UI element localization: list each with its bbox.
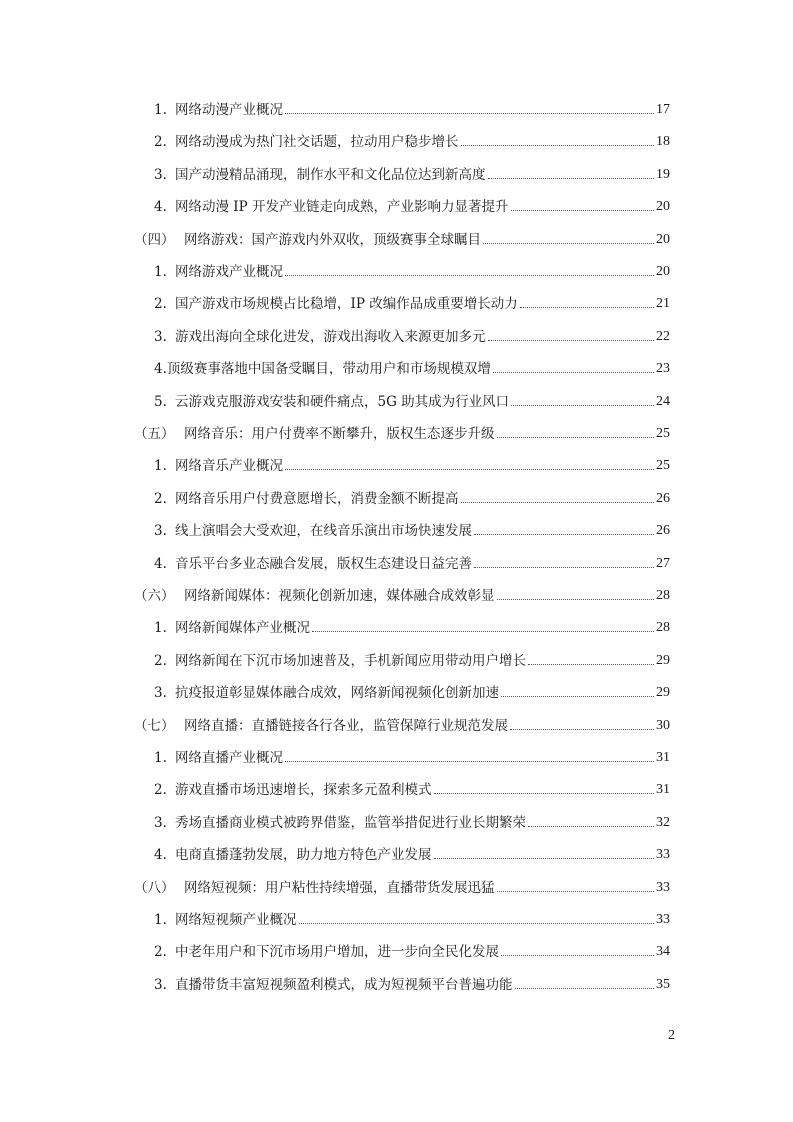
toc-entry-number: 3.	[154, 814, 167, 831]
toc-entry-number: 4.	[154, 199, 167, 216]
toc-entry-page: 22	[656, 328, 670, 344]
toc-entry[interactable]	[154, 972, 670, 994]
toc-entry[interactable]	[154, 777, 670, 799]
toc-entry-title: 网络音乐：用户付费率不断攀升，版权生态逐步升级	[184, 426, 495, 442]
toc-entry-page: 18	[656, 134, 670, 150]
toc-dot-leader	[285, 113, 654, 114]
toc-entry[interactable]	[154, 194, 670, 216]
toc-entry-page: 32	[656, 814, 670, 830]
toc-entry[interactable]	[154, 453, 670, 475]
toc-entry-number: 3.	[154, 685, 167, 702]
toc-entry-number: 5.	[154, 393, 167, 410]
toc-entry[interactable]	[154, 907, 670, 929]
toc-entry-page: 21	[656, 296, 670, 312]
toc-entry-number: 3.	[154, 328, 167, 345]
toc-entry-title: 网络动漫产业概况	[175, 102, 283, 118]
toc-entry[interactable]	[154, 324, 670, 346]
toc-entry-number: 4.	[154, 847, 167, 864]
toc-dot-leader	[474, 534, 654, 535]
toc-dot-leader	[510, 729, 654, 730]
toc-entry-title: 网络动漫成为热门社交话题，拉动用户稳步增长	[175, 134, 459, 151]
toc-entry[interactable]	[134, 713, 670, 735]
toc-entry-title: 游戏出海向全球化进发，游戏出海收入来源更加多元	[175, 328, 486, 345]
toc-entry-page: 33	[656, 912, 670, 927]
toc-entry[interactable]	[134, 875, 670, 897]
toc-entry-title: 国产游戏市场规模占比稳增，IP 改编作品成重要增长动力	[175, 296, 518, 313]
toc-entry[interactable]	[134, 583, 670, 605]
toc-dot-leader	[299, 923, 655, 924]
toc-entry[interactable]	[154, 97, 670, 119]
toc-entry-page: 19	[656, 166, 670, 182]
toc-entry-page: 35	[656, 976, 670, 992]
toc-dot-leader	[497, 599, 655, 600]
toc-dot-leader	[461, 145, 655, 146]
toc-entry-title: 网络音乐产业概况	[175, 458, 283, 475]
toc-dot-leader	[520, 307, 654, 308]
toc-entry-page: 25	[656, 458, 670, 474]
toc-entry-title: 中老年用户和下沉市场用户增加，进一步向全民化发展	[175, 944, 499, 961]
toc-entry-number: 4.	[154, 555, 167, 572]
toc-entry[interactable]	[154, 518, 670, 540]
toc-entry-number: 1.	[154, 750, 167, 766]
toc-entry-page: 20	[656, 264, 670, 279]
toc-entry-page: 26	[656, 490, 670, 506]
toc-entry-number: 4.	[154, 361, 167, 378]
toc-entry[interactable]	[154, 389, 670, 411]
toc-entry[interactable]	[154, 680, 670, 702]
toc-entry-title: 直播带货丰富短视频盈利模式，成为短视频平台普遍功能	[175, 976, 513, 993]
toc-entry-page: 23	[656, 361, 670, 377]
toc-dot-leader	[285, 469, 654, 470]
toc-entry-page: 29	[656, 685, 670, 701]
toc-entry-page: 28	[656, 620, 670, 636]
toc-entry[interactable]	[134, 227, 670, 249]
toc-entry-number: 1.	[154, 264, 167, 280]
toc-entry-page: 25	[656, 426, 670, 441]
toc-entry-title: 网络新闻在下沉市场加速普及，手机新闻应用带动用户增长	[175, 652, 526, 669]
toc-entry-number: 2.	[154, 296, 167, 313]
toc-entry-title: 秀场直播商业模式被跨界借鉴，监管举措促进行业长期繁荣	[175, 814, 526, 831]
toc-entry-number: （八）	[134, 879, 175, 896]
toc-entry-page: 20	[656, 199, 670, 215]
toc-entry-page: 26	[656, 523, 670, 539]
toc-dot-leader	[497, 437, 655, 438]
toc-entry-number: 3.	[154, 523, 167, 540]
toc-entry-number: 1.	[154, 102, 167, 118]
toc-entry-number: （六）	[134, 588, 175, 604]
toc-entry-title: 游戏直播市场迅速增长，探索多元盈利模式	[175, 782, 432, 799]
toc-dot-leader	[285, 275, 654, 276]
toc-entry[interactable]	[154, 745, 670, 767]
toc-entry[interactable]	[154, 939, 670, 961]
toc-dot-leader	[483, 243, 654, 244]
toc-entry-page: 24	[656, 393, 670, 409]
toc-entry[interactable]	[134, 421, 670, 443]
toc-entry-title: 网络新闻媒体产业概况	[175, 620, 310, 637]
toc-entry[interactable]	[154, 810, 670, 832]
toc-entry-page: 31	[656, 782, 670, 798]
toc-dot-leader	[511, 405, 654, 406]
toc-entry-title: 网络音乐用户付费意愿增长，消费金额不断提高	[175, 490, 459, 507]
toc-entry[interactable]	[154, 291, 670, 313]
toc-entry-number: 2.	[154, 944, 167, 961]
toc-entry-number: 2.	[154, 782, 167, 799]
page-number: 2	[668, 1028, 675, 1043]
toc-entry[interactable]	[154, 615, 670, 637]
toc-entry[interactable]	[154, 356, 670, 378]
toc-entry-number: 2.	[154, 134, 167, 151]
toc-entry-title: 音乐平台多业态融合发展，版权生态建设日益完善	[175, 555, 472, 572]
toc-entry-number: 1.	[154, 620, 167, 637]
toc-dot-leader	[501, 955, 654, 956]
toc-entry[interactable]	[154, 648, 670, 670]
toc-entry-title: 网络短视频产业概况	[175, 912, 297, 928]
toc-dot-leader	[515, 988, 655, 989]
toc-dot-leader	[434, 793, 655, 794]
toc-entry-page: 29	[656, 652, 670, 668]
toc-dot-leader	[488, 340, 655, 341]
toc-entry-title: 网络新闻媒体：视频化创新加速，媒体融合成效彰显	[184, 588, 495, 604]
toc-entry-page: 30	[656, 717, 670, 733]
toc-entry-page: 33	[656, 847, 670, 863]
toc-entry-title: 网络游戏产业概况	[175, 264, 283, 280]
toc-dot-leader	[528, 664, 654, 665]
toc-dot-leader	[497, 891, 655, 892]
toc-entry-page: 17	[656, 102, 670, 117]
toc-entry[interactable]	[154, 551, 670, 573]
toc-entry-page: 20	[656, 231, 670, 247]
toc-dot-leader	[511, 210, 655, 211]
toc-entry[interactable]	[154, 162, 670, 184]
toc-dot-leader	[493, 372, 654, 373]
toc-entry-number: 1.	[154, 458, 167, 475]
toc-entry-page: 33	[656, 879, 670, 895]
toc-dot-leader	[501, 696, 654, 697]
toc-entry[interactable]	[154, 129, 670, 151]
toc-entry-title: 线上演唱会大受欢迎，在线音乐演出市场快速发展	[175, 523, 472, 540]
toc-entry-page: 28	[656, 588, 670, 603]
toc-entry-title: 网络直播产业概况	[175, 750, 283, 766]
toc-entry-number: （七）	[134, 717, 175, 734]
toc-dot-leader	[285, 761, 654, 762]
toc-entry-number: 3.	[154, 976, 167, 993]
toc-entry[interactable]	[154, 486, 670, 508]
toc-dot-leader	[488, 178, 655, 179]
toc-entry-title: 电商直播蓬勃发展，助力地方特色产业发展	[175, 847, 432, 864]
toc-entry-page: 34	[656, 944, 670, 960]
toc-entry-title: 网络游戏：国产游戏内外双收，顶级赛事全球瞩目	[184, 231, 481, 248]
toc-entry-page: 31	[656, 750, 670, 765]
toc-entry-title: 云游戏克服游戏安装和硬件痛点，5G 助其成为行业风口	[175, 393, 510, 410]
toc-entry-title: 网络短视频：用户粘性持续增强，直播带货发展迅猛	[184, 879, 495, 896]
toc-entry-title: 顶级赛事落地中国备受瞩目，带动用户和市场规模双增	[166, 361, 491, 378]
toc-entry-number: 2.	[154, 490, 167, 507]
toc-dot-leader	[528, 826, 654, 827]
toc-entry-number: 1.	[154, 912, 167, 928]
toc-dot-leader	[461, 502, 655, 503]
toc-entry-title: 网络动漫 IP 开发产业链走向成熟，产业影响力显著提升	[175, 199, 509, 216]
toc-dot-leader	[434, 858, 655, 859]
toc-entry-number: （四）	[134, 231, 175, 248]
toc-dot-leader	[474, 567, 654, 568]
toc-entry-number: 2.	[154, 652, 167, 669]
toc-entry-title: 国产动漫精品涌现，制作水平和文化品位达到新高度	[175, 166, 486, 183]
toc-entry[interactable]	[154, 842, 670, 864]
toc-entry-title: 网络直播：直播链接各行各业，监管保障行业规范发展	[184, 717, 508, 734]
toc-entry-number: （五）	[134, 426, 175, 442]
toc-entry-number: 3.	[154, 166, 167, 183]
toc-entry-title: 抗疫报道彰显媒体融合成效，网络新闻视频化创新加速	[175, 685, 499, 702]
toc-dot-leader	[312, 631, 654, 632]
toc-entry[interactable]	[154, 259, 670, 281]
toc-entry-page: 27	[656, 555, 670, 571]
